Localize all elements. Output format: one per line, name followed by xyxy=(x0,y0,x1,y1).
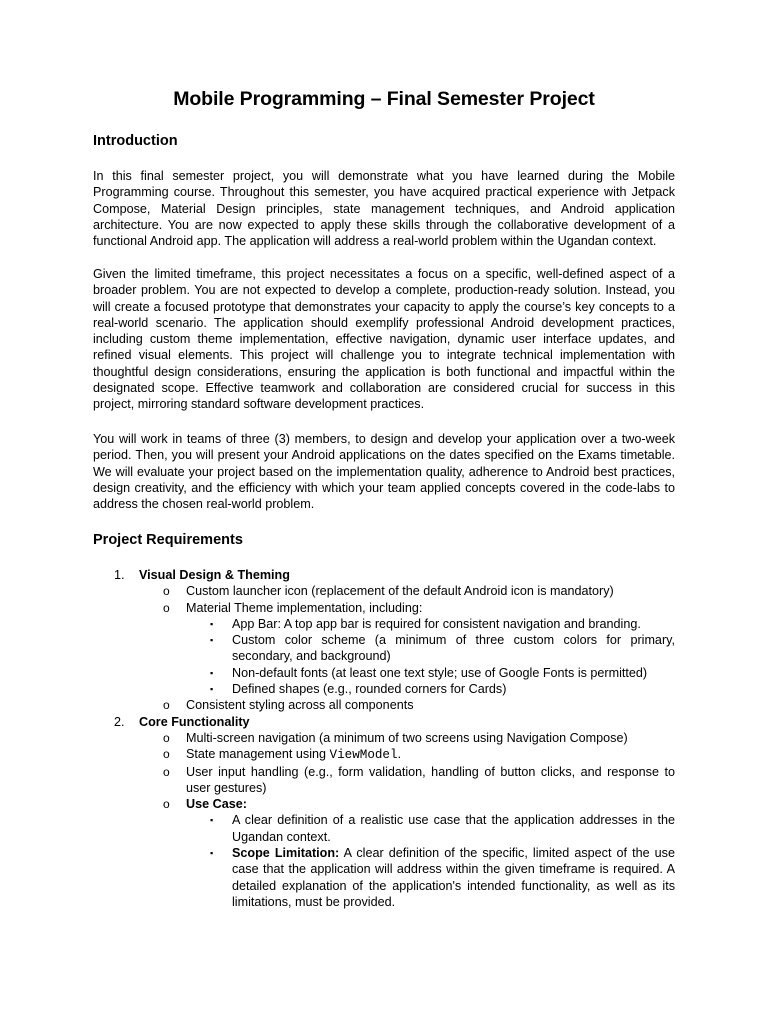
list-item xyxy=(93,616,675,632)
list-item-text: Defined shapes (e.g., rounded corners for Cards) xyxy=(232,682,507,697)
intro-paragraph-2: Given the limited timeframe, this project necessitates a focus on a specific, well-defined aspect of a broader problem. You are not expected to develop a complete, production-ready solution. Instead, you will create a focused prototype that demonstrates your capacity to apply the course’s key concepts to a real-world scenario. The application should exemplify professional Android development practices, including custom theme implementation, effective navigation, dynamic user interface updates, and refined visual elements. This project will challenge you to integrate technical implementation with thoughtful design considerations, ensuring the application is both functional and impactful within the designated scope. Effective teamwork and collaboration are considered crucial for success in this project, mirroring standard software development practices. xyxy=(93,267,675,412)
square-bullet-icon: ▪ xyxy=(210,618,214,629)
list-item-text: Material Theme implementation, including: xyxy=(186,600,423,615)
square-bullet-icon: ▪ xyxy=(210,684,214,695)
requirements-list xyxy=(93,567,675,910)
list-item-text: Custom color scheme (a minimum of three custom colors for primary, secondary, and background) xyxy=(232,633,675,664)
circle-bullet-icon: o xyxy=(163,730,170,745)
list-item xyxy=(93,681,675,697)
square-bullet-icon: ▪ xyxy=(210,848,214,859)
list-item xyxy=(93,845,675,910)
circle-bullet-icon: o xyxy=(163,600,170,615)
requirement-section-core-functionality xyxy=(93,714,675,730)
requirement-section-visual-design xyxy=(93,567,675,583)
intro-paragraph-3: You will work in teams of three (3) members, to design and develop your application over a two-week period. Then, you will present your Android applications on the dates specified on the Exams timetable. We will evaluate your project based on the implementation quality, adherence to Android best practices, design creativity, and the efficiency with which your team applied concepts covered in the code-labs to address the chosen real-world problem. xyxy=(93,432,675,512)
section-title: Visual Design & Theming xyxy=(139,568,290,582)
circle-bullet-icon: o xyxy=(163,584,170,599)
list-item-text: Consistent styling across all components xyxy=(186,698,414,713)
list-item xyxy=(93,600,675,616)
list-item-text: State management using xyxy=(186,747,330,762)
scope-label: Scope Limitation: xyxy=(232,846,340,861)
list-item-text: Multi-screen navigation (a minimum of two screens using Navigation Compose) xyxy=(186,730,628,745)
square-bullet-icon: ▪ xyxy=(210,815,214,826)
list-number: 2. xyxy=(114,714,125,729)
list-item xyxy=(93,796,675,812)
list-item xyxy=(93,632,675,665)
inline-code: ViewModel xyxy=(329,748,398,763)
list-item-text: Non-default fonts (at least one text style; use of Google Fonts is permitted) xyxy=(232,665,648,680)
list-item-text: App Bar: A top app bar is required for consistent navigation and branding. xyxy=(232,616,641,631)
list-item xyxy=(93,746,675,763)
section-title: Core Functionality xyxy=(139,714,250,729)
circle-bullet-icon: o xyxy=(163,698,170,713)
circle-bullet-icon: o xyxy=(163,797,170,812)
list-item xyxy=(93,665,675,681)
list-item-text: A clear definition of the specific, limited aspect of the use case that the application will address within the given timeframe is required. A detailed explanation of the application's intended functionality, as well as its limitations, must be provided. xyxy=(232,846,675,909)
list-item xyxy=(93,812,675,845)
requirements-heading: Project Requirements xyxy=(93,532,243,548)
introduction-heading: Introduction xyxy=(93,133,178,149)
list-item-text: Custom launcher icon (replacement of the default Android icon is mandatory) xyxy=(186,584,614,599)
intro-paragraph-1: In this final semester project, you will demonstrate what you have learned during the Mobile Programming course. Throughout this semester, you have acquired practical experience with Jetpack Compose, Material Design principles, state management techniques, and Android application architecture. You are now expected to apply these skills through the collaborative development of a functional Android app. The application will address a real-world problem within the Ugandan context. xyxy=(93,169,675,249)
list-item xyxy=(93,730,675,746)
use-case-label: Use Case: xyxy=(186,797,247,812)
list-item-punctuation: . xyxy=(397,747,402,762)
list-number: 1. xyxy=(114,568,125,582)
list-item xyxy=(93,697,675,713)
circle-bullet-icon: o xyxy=(163,764,170,779)
list-item-text: A clear definition of a realistic use case that the application addresses in the Ugandan context. xyxy=(232,813,675,844)
square-bullet-icon: ▪ xyxy=(210,667,214,678)
list-item xyxy=(93,583,675,599)
square-bullet-icon: ▪ xyxy=(210,635,214,646)
list-item-text: User input handling (e.g., form validation, handling of button clicks, and response to user gestures) xyxy=(186,764,675,795)
circle-bullet-icon: o xyxy=(163,747,170,762)
list-item xyxy=(93,764,675,797)
document-title: Mobile Programming – Final Semester Project xyxy=(173,88,595,110)
